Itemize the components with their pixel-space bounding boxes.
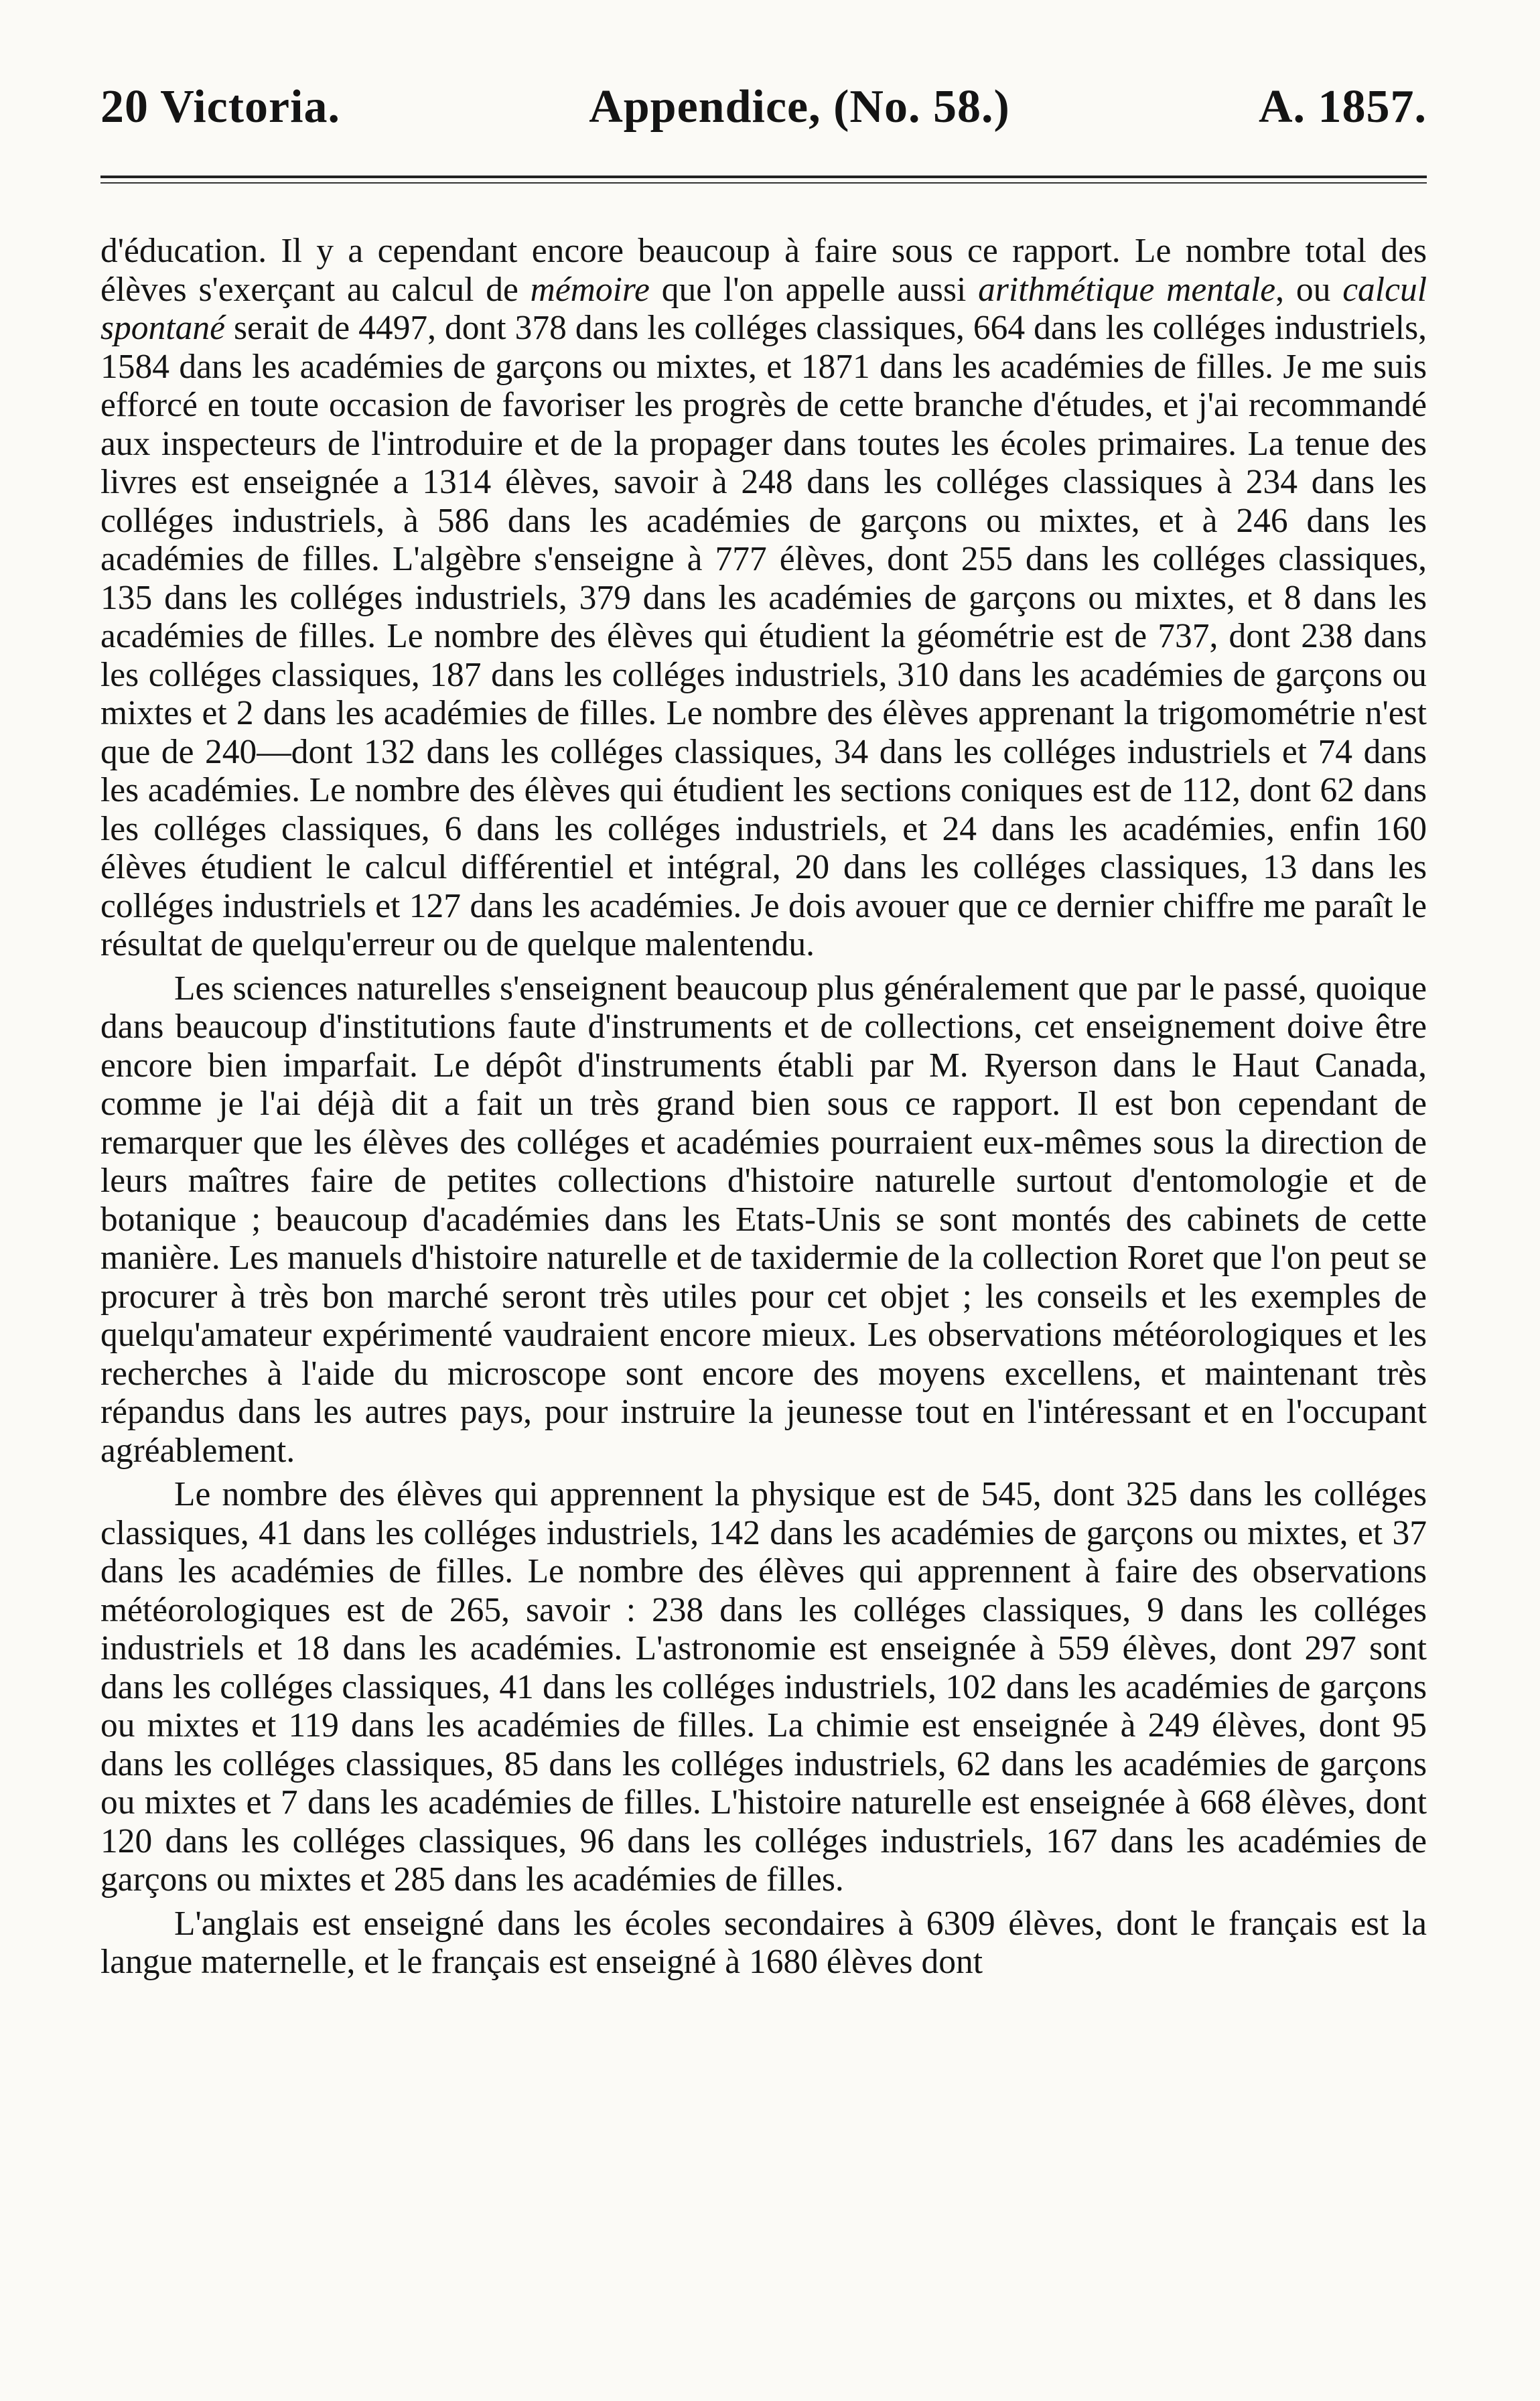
italic-term-calcul-spontane: calcul spontané <box>100 270 1427 347</box>
header-appendix: Appendice, (No. 58.) <box>589 81 1010 133</box>
italic-term-memoire: mémoire <box>530 270 650 309</box>
paragraph-3: Le nombre des élèves qui apprennent la physique est de 545, dont 325 dans les colléges classiques, 41 dans les colléges industriels, 142 dans les académies de garçons ou mixtes, et 37 dans les académies de filles. Le nombre des élèves qui apprennent à faire des observations météorologiques est de 265, savoir : 238 dans les colléges classiques, 9 dans les colléges industriels et 18 dans les académies. L'astronomie est enseignée à 559 élèves, dont 297 sont dans les colléges classiques, 41 dans les colléges industriels, 102 dans les académies de garçons ou mixtes et 119 dans les académies de filles. La chimie est enseignée à 249 élèves, dont 95 dans les colléges classiques, 85 dans les colléges industriels, 62 dans les académies de garçons ou mixtes et 7 dans les académies de filles. L'histoire naturelle est enseignée à 668 élèves, dont 120 dans les colléges classiques, 96 dans les colléges industriels, 167 dans les académies de garçons ou mixtes et 285 dans les académies de filles. <box>100 1475 1427 1899</box>
document-page <box>100 67 1427 1982</box>
paragraph-1-text-a: d'éducation. Il y a cependant encore beaucoup à faire sous ce rapport. Le nombre total des élèves s'exerçant au calcul de <box>100 232 1427 309</box>
header-rule <box>100 176 1427 184</box>
body-text <box>100 232 1427 1982</box>
italic-term-arithmetique: arithmétique mentale <box>978 270 1276 309</box>
paragraph-1-text-c: , ou <box>1275 270 1343 309</box>
page-header <box>100 67 1427 154</box>
paragraph-1-text-b: que l'on appelle aussi <box>649 270 979 309</box>
paragraph-1-text-d: serait de 4497, dont 378 dans les colléges classiques, 664 dans les colléges industriels, 1584 dans les académies de garçons ou mixtes, et 1871 dans les académies de filles. Je me suis efforcé en toute occasion de favoriser les progrès de cette branche d'études, et j'ai recommandé aux inspecteurs de l'introduire et de la propager dans toutes les écoles primaires. La tenue des livres est enseignée a 1314 élèves, savoir à 248 dans les colléges classiques à 234 dans les colléges industriels, à 586 dans les académies de garçons ou mixtes, et à 246 dans les académies de filles. L'algèbre s'enseigne à 777 élèves, dont 255 dans les colléges classiques, 135 dans les colléges industriels, 379 dans les académies de garçons ou mixtes, et 8 dans les académies de filles. Le nombre des élèves qui étudient la géométrie est de 737, dont 238 dans les colléges classiques, 187 dans les colléges industriels, 310 dans les académies de garçons ou mixtes et 2 dans les académies de filles. Le nombre des élèves apprenant la trigomométrie n'est que de 240—dont 132 dans les colléges classiques, 34 dans les colléges industriels et 74 dans les académies. Le nombre des élèves qui étudient les sections coniques est de 112, dont 62 dans les colléges classiques, 6 dans les colléges industriels, et 24 dans les académies, enfin 160 élèves étudient le calcul différentiel et intégral, 20 dans les colléges classiques, 13 dans les colléges industriels et 127 dans les académies. Je dois avouer que ce dernier chiffre me paraît le résultat de quelqu'erreur ou de quelque malentendu. <box>100 309 1427 963</box>
header-year: A. 1857. <box>1258 81 1427 133</box>
header-rule-thin <box>100 182 1427 184</box>
header-rule-thick <box>100 176 1427 178</box>
paragraph-4: L'anglais est enseigné dans les écoles secondaires à 6309 élèves, dont le français est la langue maternelle, et le français est enseigné à 1680 élèves dont <box>100 1904 1427 1981</box>
header-session: 20 Victoria. <box>100 81 341 133</box>
paragraph-1 <box>100 232 1427 964</box>
paragraph-2: Les sciences naturelles s'enseignent beaucoup plus généralement que par le passé, quoique dans beaucoup d'institutions faute d'instruments et de collections, cet enseignement doive être encore bien imparfait. Le dépôt d'instruments établi par M. Ryerson dans le Haut Canada, comme je l'ai déjà dit a fait un très grand bien sous ce rapport. Il est bon cependant de remarquer que les élèves des colléges et académies pourraient eux-mêmes sous la direction de leurs maîtres faire de petites collections d'histoire naturelle surtout d'entomologie et de botanique ; beaucoup d'académies dans les Etats-Unis se sont montés des cabinets de cette manière. Les manuels d'histoire naturelle et de taxidermie de la collection Roret que l'on peut se procurer à très bon marché seront très utiles pour cet objet ; les conseils et les exemples de quelqu'amateur expérimenté vaudraient encore mieux. Les observations météorologiques et les recherches à l'aide du microscope sont encore des moyens excellens, et maintenant très répandus dans les autres pays, pour instruire la jeunesse tout en l'intéressant et en l'occupant agréablement. <box>100 969 1427 1470</box>
